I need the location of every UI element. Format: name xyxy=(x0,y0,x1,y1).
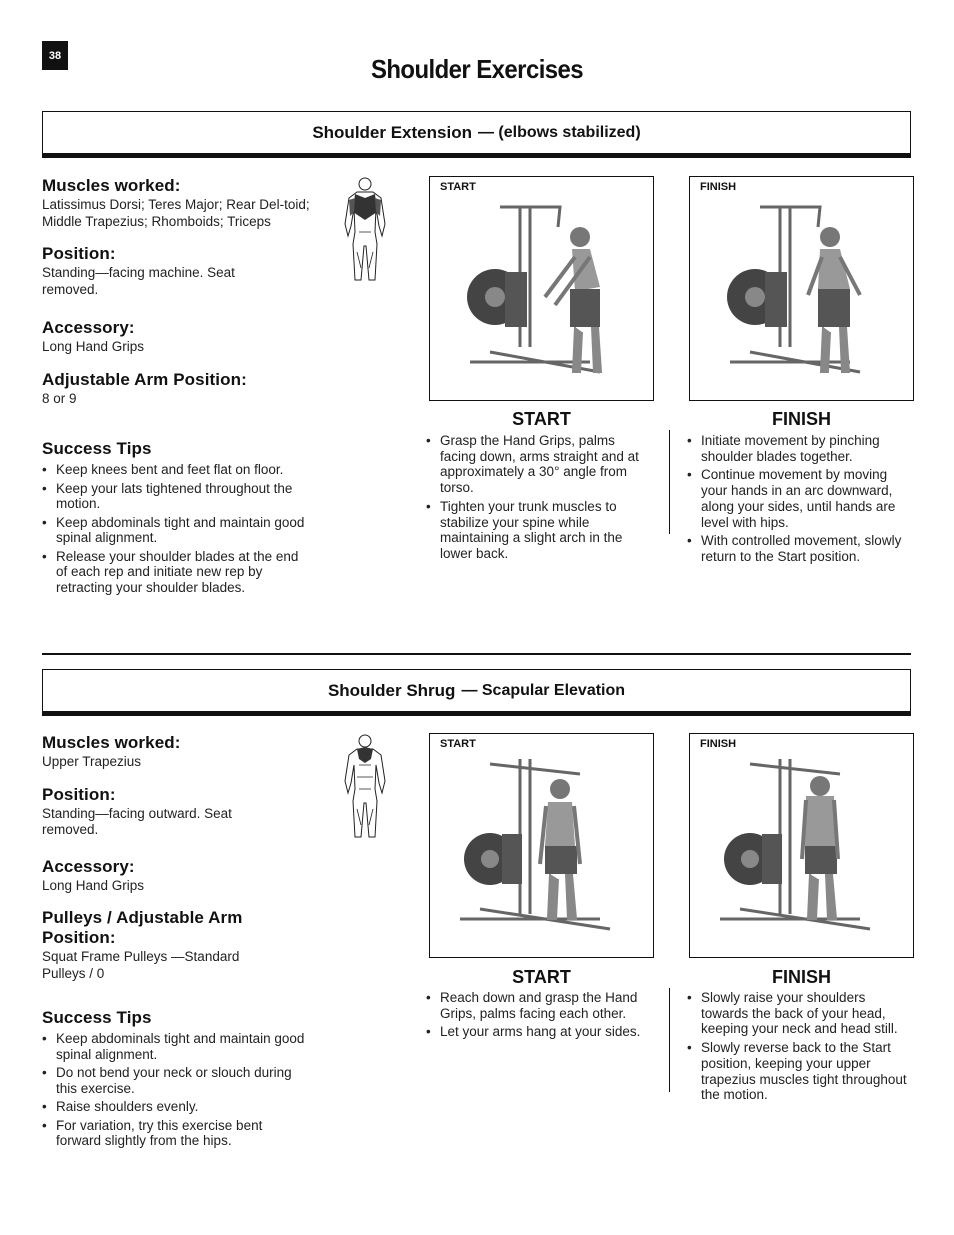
anatomy-figure-icon xyxy=(335,176,395,286)
list-item: • Continue movement by moving your hands in an arc downward, along your sides, until hands are level with hips. xyxy=(687,467,912,530)
anatomy-figure-icon xyxy=(335,733,395,843)
start-heading: START xyxy=(512,409,571,429)
gym-machine-image-icon xyxy=(430,734,654,958)
list-item: • Keep abdominals tight and maintain good spinal alignment. xyxy=(42,515,310,546)
list-item: • Slowly reverse back to the Start position, keeping your upper trapezius muscles tight throughout the motion. xyxy=(687,1040,912,1103)
list-item: • With controlled movement, slowly return to the Start position. xyxy=(687,533,912,564)
accessory-text: Long Hand Grips xyxy=(42,877,145,893)
page-number: 38 xyxy=(42,41,68,70)
accessory-heading: Accessory: xyxy=(42,856,135,876)
position-heading: Position: xyxy=(42,784,116,804)
exercise-info xyxy=(42,176,322,598)
arm-position-text: Squat Frame Pulleys —Standard Pulleys / 0 xyxy=(42,949,240,981)
page-title: Shoulder Exercises xyxy=(370,54,584,84)
accessory-heading: Accessory: xyxy=(42,318,135,337)
position-text: Standing—facing machine. Seat removed. xyxy=(42,265,235,297)
arm-position-heading: Pulleys / Adjustable Arm Position: xyxy=(42,908,243,947)
arm-position-text: 8 or 9 xyxy=(42,390,77,406)
finish-heading: FINISH xyxy=(771,967,831,987)
muscles-text: Upper Trapezius xyxy=(42,754,142,769)
muscles-heading: Muscles worked: xyxy=(42,733,181,752)
photo-label: FINISH xyxy=(700,738,737,750)
list-item: • Slowly raise your shoulders towards the back of your head, keeping your neck and head still. xyxy=(687,990,912,1037)
list-item: • Tighten your trunk muscles to stabilize your spine while maintaining a slight arch in the lower back. xyxy=(426,499,651,562)
start-photo xyxy=(429,733,654,958)
banner-subtitle: — Scapular Elevation xyxy=(461,681,626,699)
start-steps-list xyxy=(426,990,651,1043)
list-item: • Keep abdominals tight and maintain good spinal alignment. xyxy=(42,1031,310,1062)
column-divider xyxy=(669,988,670,1092)
position-text: Standing—facing outward. Seat removed. xyxy=(42,805,232,837)
photo-label: FINISH xyxy=(700,181,737,193)
list-item: • For variation, try this exercise bent forward slightly from the hips. xyxy=(42,1118,310,1149)
finish-steps-list xyxy=(687,433,912,568)
success-tips-list xyxy=(42,462,310,595)
list-item: • Raise shoulders evenly. xyxy=(42,1099,310,1115)
start-steps-list xyxy=(426,433,651,565)
finish-steps-list xyxy=(687,990,912,1106)
section-banner-shoulder-extension xyxy=(42,111,911,158)
gym-machine-image-icon xyxy=(430,177,654,401)
list-item: • Keep your lats tightened throughout the motion. xyxy=(42,481,310,512)
list-item: • Release your shoulder blades at the end of each rep and initiate new rep by retracting your shoulder blades. xyxy=(42,549,310,596)
list-item: • Keep knees bent and feet flat on floor. xyxy=(42,462,310,478)
column-divider xyxy=(669,430,670,534)
exercise-info xyxy=(42,733,322,1152)
finish-photo xyxy=(689,176,914,401)
section-divider xyxy=(42,653,911,655)
gym-machine-image-icon xyxy=(690,734,914,958)
gym-machine-image-icon xyxy=(690,177,914,401)
finish-heading: FINISH xyxy=(771,409,831,429)
success-tips-heading: Success Tips xyxy=(42,439,152,458)
list-item: • Grasp the Hand Grips, palms facing down, arms straight and at approximately a 30° angle from torso. xyxy=(426,433,651,496)
list-item: • Do not bend your neck or slouch during this exercise. xyxy=(42,1065,310,1096)
finish-photo xyxy=(689,733,914,958)
success-tips-list xyxy=(42,1031,310,1149)
arm-position-heading: Adjustable Arm Position: xyxy=(42,369,247,389)
muscles-text: Latissimus Dorsi; Teres Major; Rear Del-toid; Middle Trapezius; Rhomboids; Triceps xyxy=(42,197,310,229)
accessory-text: Long Hand Grips xyxy=(42,339,145,354)
start-heading: START xyxy=(512,967,571,987)
banner-subtitle: — (elbows stabilized) xyxy=(477,123,641,141)
banner-title: Shoulder Extension xyxy=(312,122,472,142)
photo-label: START xyxy=(440,181,476,193)
position-heading: Position: xyxy=(42,244,116,263)
success-tips-heading: Success Tips xyxy=(42,1008,152,1027)
list-item: • Let your arms hang at your sides. xyxy=(426,1024,651,1040)
list-item: • Initiate movement by pinching shoulder blades together. xyxy=(687,433,912,464)
list-item: • Reach down and grasp the Hand Grips, palms facing each other. xyxy=(426,990,651,1021)
muscles-heading: Muscles worked: xyxy=(42,176,181,195)
section-banner-shoulder-shrug xyxy=(42,669,911,716)
photo-label: START xyxy=(440,738,476,750)
start-photo xyxy=(429,176,654,401)
banner-title: Shoulder Shrug xyxy=(327,680,456,700)
